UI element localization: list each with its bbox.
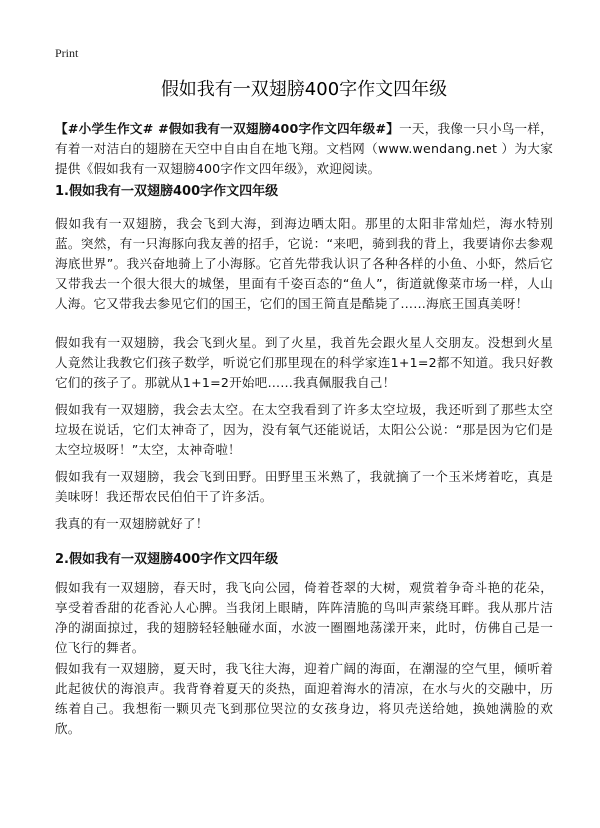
- paragraph: 假如我有一双翅膀，我会飞到大海，到海边晒太阳。那里的太阳非常灿烂，海水特别蓝。突然，有一只海豚向我友善的招手，它说：“来吧，骑到我的背上，我要请你去参观海底世界”。我兴奋地骑上了小海豚。它首先带我认识了各种各样的小鱼、小虾，然后它又带我去一个很大很大的城堡，里面有千姿百态的“鱼人”，街道就像菜市场一样，人山人海。它又带我去参见它们的国王，它们的国王简直是酷毙了……海底王国真美呀！: [55, 216, 553, 311]
- paragraph: 假如我有一双翅膀，我会飞到火星。到了火星，我首先会跟火星人交朋友。没想到火星人竟然让我教它们孩子数学，听说它们那里现在的科学家连1+1=2都不知道。我只好教它们的孩子了。那就从1+1=2开始吧……我真佩服我自己！: [55, 335, 553, 390]
- section-heading-1: 1.假如我有一双翅膀400字作文四年级: [55, 184, 279, 199]
- paragraph: 假如我有一双翅膀，夏天时，我飞往大海，迎着广阔的海面，在潮湿的空气里，倾听着此起彼伏的海浪声。我背脊着夏天的炎热，面迎着海水的清凉，在水与火的交融中，历练着自己。我想衔一颗贝壳飞到那位哭泣的女孩身边，将贝壳送给她，换她满脸的欢欣。: [55, 661, 553, 736]
- paragraph: 假如我有一双翅膀，我会去太空。在太空我看到了许多太空垃圾，我还听到了那些太空垃圾在说话，它们太神奇了，因为，没有氧气还能说话，太阳公公说：“那是因为它们是太空垃圾呀！”太空，太神奇啦！: [55, 402, 553, 457]
- paragraph: 假如我有一双翅膀，我会飞到田野。田野里玉米熟了，我就摘了一个玉米烤着吃，真是美味呀！我还帮农民伯伯干了许多活。: [55, 469, 553, 504]
- page-title: 假如我有一双翅膀400字作文四年级: [160, 79, 448, 100]
- paragraph: 假如我有一双翅膀，春天时，我飞向公园，倚着苍翠的大树，观赏着争奇斗艳的花朵，享受着香甜的花香沁人心脾。当我闭上眼睛，阵阵清脆的鸟叫声萦绕耳畔。我从那片洁净的湖面掠过，我的翅膀轻轻触碰水面，水波一圈圈地荡漾开来，此时，仿佛自己是一位飞行的舞者。: [55, 580, 553, 655]
- section-heading-2: 2.假如我有一双翅膀400字作文四年级: [55, 552, 279, 567]
- intro-text: 一天，我像一只小鸟一样，有着一对洁白的翅膀在天空中自由自在地飞翔。文档网（www.wendang.net ）为大家提供《假如我有一双翅膀400字作文四年级》，欢迎阅读。: [55, 121, 553, 176]
- paragraph: 我真的有一双翅膀就好了！: [55, 516, 209, 531]
- print-label: Print: [55, 46, 79, 60]
- intro-tags: 【#小学生作文# #假如我有一双翅膀400字作文四年级#】: [55, 121, 400, 136]
- intro-paragraph: [55, 119, 553, 179]
